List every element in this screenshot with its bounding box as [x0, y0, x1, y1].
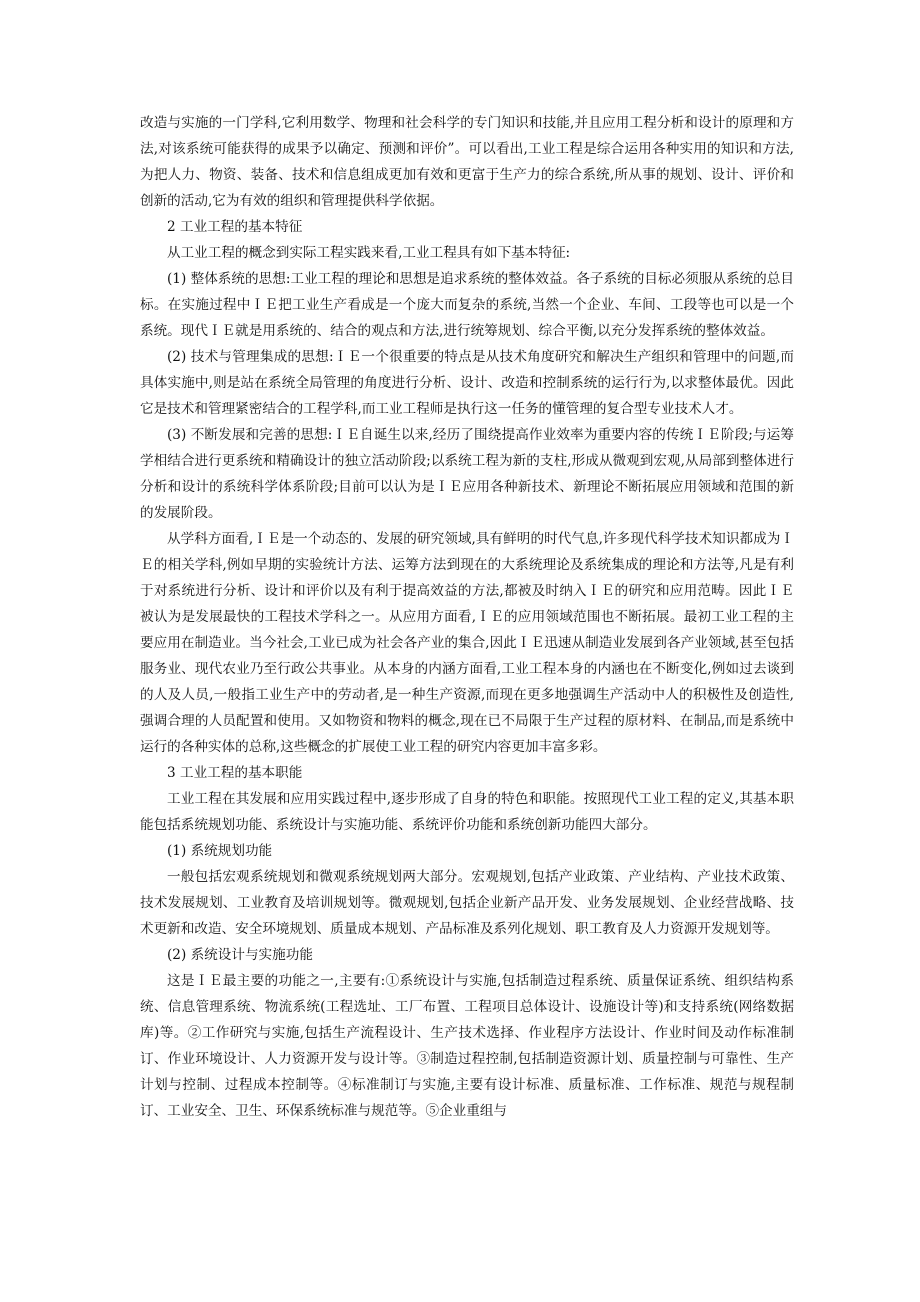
paragraph-design: 这是ＩＥ最主要的功能之一,主要有:①系统设计与实施,包括制造过程系统、质量保证系统、组织结构系统、信息管理系统、物流系统(工程选址、工厂布置、工程项目总体设计、设施设计等)和支持系统(网络数据库)等。②工作研究与实施,包括生产流程设计、生产技术选择、作业程序方法设计、作业时间及动作标准制订、作业环境设计、人力资源开发与设计等。③制造过程控制,包括制造资源计划、质量控制与可靠性、生产计划与控制、过程成本控制等。④标准制订与实施,主要有设计标准、质量标准、工作标准、规范与规程制订、工业安全、卫生、环保系统标准与规范等。⑤企业重组与 [140, 973, 794, 1119]
paragraph-features-intro: 从工业工程的概念到实际工程实践来看,工业工程具有如下基本特征: [167, 245, 571, 261]
paragraph-continued: 改造与实施的一门学科,它利用数学、物理和社会科学的专门知识和技能,并且应用工程分析和设计的原理和方法,对该系统可能获得的成果予以确定、预测和评价”。可以看出,工业工程是综合运用各种实用的知识和方法,为把人力、物资、装备、技术和信息组成更加有效和更富于生产力的综合系统,所从事的规划、设计、评价和创新的活动,它为有效的组织和管理提供科学依据。 [140, 115, 794, 209]
paragraph-feature-3: (3) 不断发展和完善的思想:ＩＥ自诞生以来,经历了围绕提高作业效率为重要内容的传统ＩＥ阶段;与运筹学相结合进行更系统和精确设计的独立活动阶段;以系统工程为新的支柱,形成从微观到宏观,从局部到整体进行分析和设计的系统科学体系阶段;目前可以认为是ＩＥ应用各种新技术、新理论不断拓展应用领域和范围的新的发展阶段。 [140, 427, 794, 521]
subheading-design: (2) 系统设计与实施功能 [167, 947, 313, 963]
paragraph-feature-1: (1) 整体系统的思想:工业工程的理论和思想是追求系统的整体效益。各子系统的目标必须服从系统的总目标。在实施过程中ＩＥ把工业生产看成是一个庞大而复杂的系统,当然一个企业、车间、工段等也可以是一个系统。现代ＩＥ就是用系统的、结合的观点和方法,进行统筹规划、综合平衡,以充分发挥系统的整体效益。 [140, 271, 794, 339]
subheading-planning: (1) 系统规划功能 [167, 843, 273, 859]
paragraph-functions-intro: 工业工程在其发展和应用实践过程中,逐步形成了自身的特色和职能。按照现代工业工程的定义,其基本职能包括系统规划功能、系统设计与实施功能、系统评价功能和系统创新功能四大部分。 [140, 791, 794, 833]
paragraph-planning: 一般包括宏观系统规划和微观系统规划两大部分。宏观规划,包括产业政策、产业结构、产业技术政策、技术发展规划、工业教育及培训规划等。微观规划,包括企业新产品开发、业务发展规划、企业经营战略、技术更新和改造、安全环境规划、质量成本规划、产品标准及系列化规划、职工教育及人力资源开发规划等。 [140, 869, 794, 937]
paragraph-discipline-view: 从学科方面看,ＩＥ是一个动态的、发展的研究领域,具有鲜明的时代气息,许多现代科学技术知识都成为ＩＥ的相关学科,例如早期的实验统计方法、运筹方法到现在的大系统理论及系统集成的理论和方法等,凡是有利于对系统进行分析、设计和评价以及有利于提高效益的方法,都被及时纳入ＩＥ的研究和应用范畴。因此ＩＥ被认为是发展最快的工程技术学科之一。从应用方面看,ＩＥ的应用领域范围也不断拓展。最初工业工程的主要应用在制造业。当今社会,工业已成为社会各产业的集合,因此ＩＥ迅速从制造业发展到各产业领域,甚至包括服务业、现代农业乃至行政公共事业。从本身的内涵方面看,工业工程本身的内涵也在不断变化,例如过去谈到的人及人员,一般指工业生产中的劳动者,是一种生产资源,而现在更多地强调生产活动中人的积极性及创造性,强调合理的人员配置和使用。又如物资和物料的概念,现在已不局限于生产过程的原材料、在制品,而是系统中运行的各种实体的总称,这些概念的扩展使工业工程的研究内容更加丰富多彩。 [140, 531, 794, 755]
section-heading-features: 2 工业工程的基本特征 [167, 219, 303, 235]
paragraph-feature-2: (2) 技术与管理集成的思想:ＩＥ一个很重要的特点是从技术角度研究和解决生产组织和管理中的问题,而具体实施中,则是站在系统全局管理的角度进行分析、设计、改造和控制系统的运行行为,以求整体最优。因此它是技术和管理紧密结合的工程学科,而工业工程师是执行这一任务的懂管理的复合型专业技术人才。 [140, 349, 794, 417]
section-heading-functions: 3 工业工程的基本职能 [167, 765, 303, 781]
document-page [140, 110, 794, 1124]
